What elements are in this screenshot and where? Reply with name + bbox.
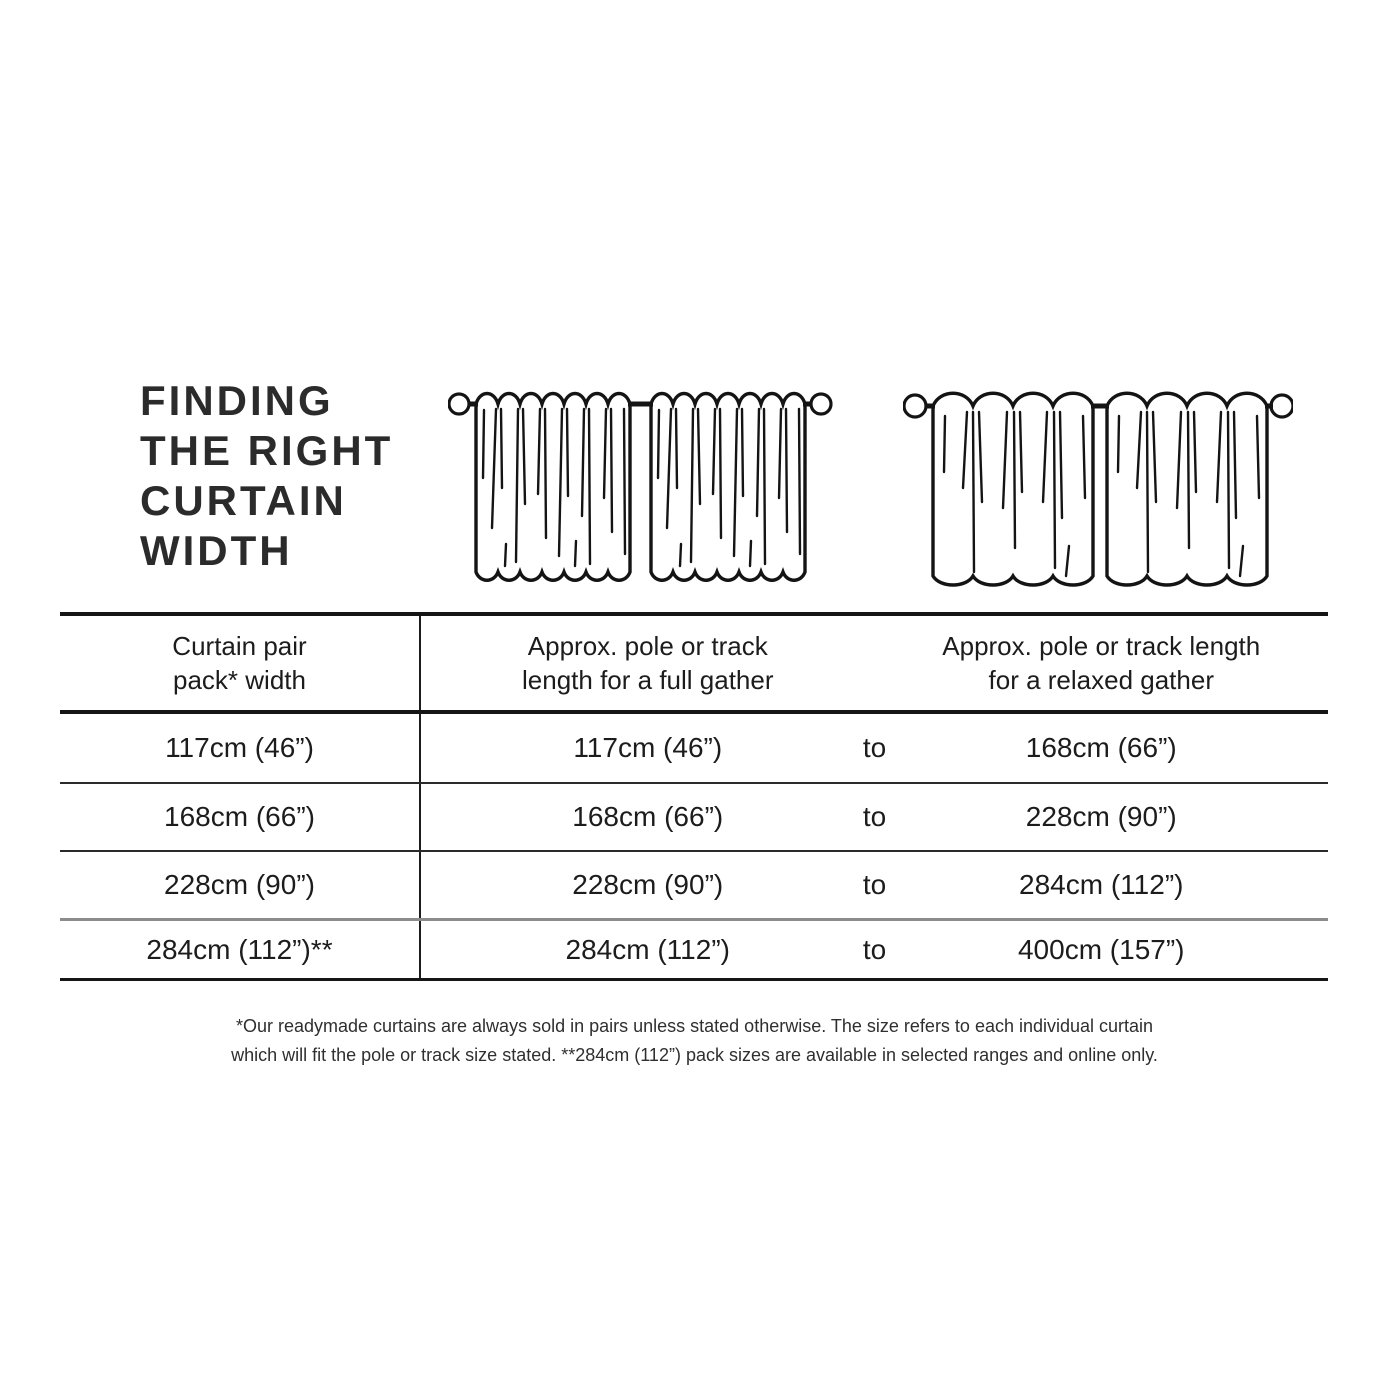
- full-gather-value: 117cm (46”): [573, 732, 723, 763]
- title-line-3: CURTAIN: [140, 477, 347, 524]
- curtain-pair-full-gather-icon: [448, 376, 833, 590]
- length-range: [421, 921, 1328, 978]
- title-line-2: THE RIGHT: [140, 427, 394, 474]
- pack-width-value: 117cm (46”): [60, 714, 421, 782]
- to-label: to: [862, 732, 887, 763]
- header-lengths: [421, 616, 1328, 710]
- table-row: [60, 852, 1328, 921]
- length-range: [421, 852, 1328, 918]
- curtain-pair-relaxed-gather-icon: [903, 376, 1293, 593]
- relaxed-gather-value: 168cm (66”): [1025, 732, 1177, 763]
- full-gather-value: 168cm (66”): [572, 801, 724, 832]
- header-full-gather-line-2: length for a full gather: [522, 665, 774, 695]
- pole-finial-right: [811, 394, 831, 414]
- header-relaxed-gather-line-1: Approx. pole or track length: [942, 631, 1261, 661]
- size-guide-table: [60, 612, 1328, 981]
- table-row: [60, 784, 1328, 852]
- footnote-line-1: *Our readymade curtains are always sold in pairs unless stated otherwise. The size refers to each individual curtain: [235, 1016, 1154, 1036]
- curtain-panel-left: [476, 394, 630, 581]
- page-title: [140, 376, 393, 576]
- pack-width-value: 168cm (66”): [60, 784, 421, 850]
- header-relaxed-gather-line-2: for a relaxed gather: [988, 665, 1214, 695]
- curtain-panel-right: [651, 394, 805, 581]
- header-pack-width: [60, 616, 421, 710]
- header-full-gather: [421, 616, 875, 710]
- relaxed-gather-value: 228cm (90”): [1025, 801, 1177, 832]
- relaxed-gather-value: 400cm (157”): [1017, 933, 1185, 965]
- curtain-panel-left: [933, 393, 1093, 585]
- header-pack-width-line-2: pack* width: [173, 665, 306, 695]
- title-line-4: WIDTH: [140, 527, 293, 574]
- header-relaxed-gather: [875, 616, 1329, 710]
- relaxed-gather-value: 284cm (112”): [1019, 869, 1184, 900]
- footnote: [0, 1012, 1389, 1070]
- pole-finial-left: [449, 394, 469, 414]
- pole-finial-right: [1271, 395, 1293, 417]
- full-gather-value: 284cm (112”): [565, 933, 730, 965]
- title-line-1: FINDING: [140, 377, 334, 424]
- length-range: [421, 784, 1328, 850]
- header-full-gather-line-1: Approx. pole or track: [527, 631, 768, 661]
- header-pack-width-line-1: Curtain pair: [172, 631, 307, 661]
- length-range: [421, 714, 1328, 782]
- footnote-line-2: which will fit the pole or track size stated. **284cm (112”) pack sizes are available in selected ranges and online only.: [231, 1045, 1158, 1065]
- table-row: [60, 714, 1328, 784]
- pack-width-value: 284cm (112”)**: [60, 921, 421, 978]
- pack-width-value: 228cm (90”): [60, 852, 421, 918]
- curtain-panel-right: [1107, 393, 1267, 585]
- to-label: to: [862, 933, 887, 965]
- table-header-row: [60, 616, 1328, 714]
- to-label: to: [862, 869, 887, 900]
- pole-finial-left: [904, 395, 926, 417]
- full-gather-value: 228cm (90”): [572, 869, 724, 900]
- table-row: [60, 921, 1328, 978]
- to-label: to: [862, 801, 887, 832]
